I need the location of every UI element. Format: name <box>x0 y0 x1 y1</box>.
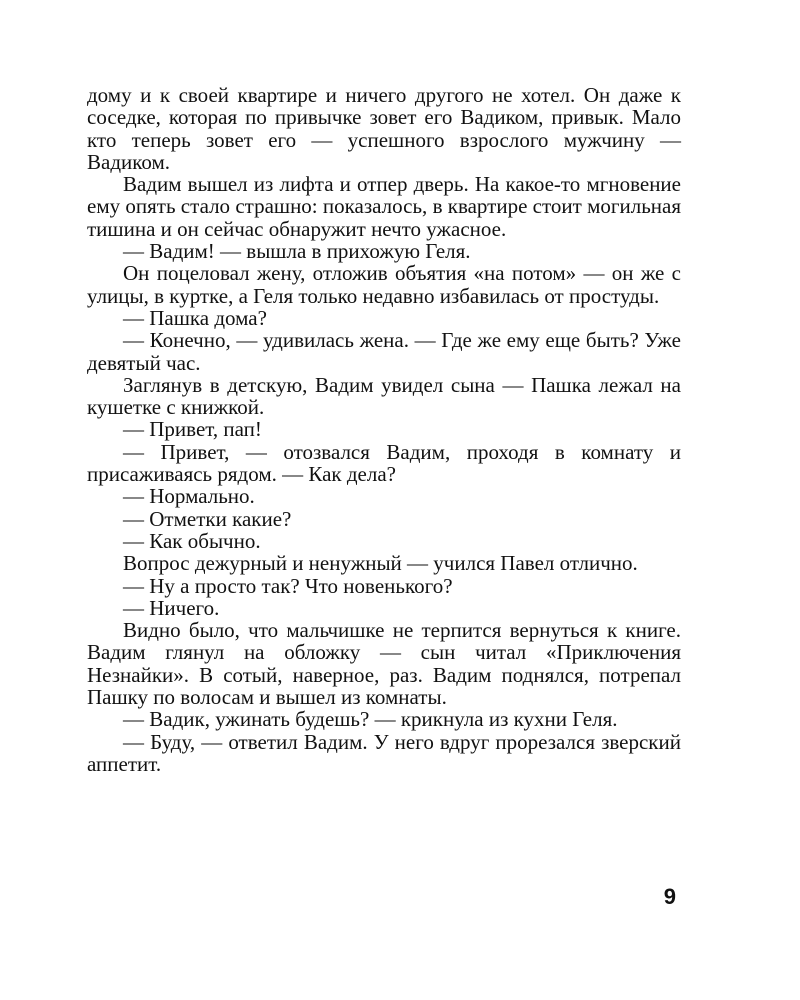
paragraph-5: — Пашка дома? <box>123 305 267 330</box>
paragraph-2: Вадим вышел из лифта и отпер дверь. На какое-то мгновение ему опять стало страшно: показалось, в квартире стоит могильная тишина и он сейчас обнаружит нечто ужасное. <box>87 172 681 241</box>
paragraph-4: Он поцеловал жену, отложив объятия «на потом» — он же с улицы, в куртке, а Геля только недавно избавилась от простуды. <box>87 261 681 308</box>
page-number: 9 <box>663 884 676 909</box>
paragraph-17: — Вадик, ужинать будешь? — крикнула из кухни Геля. <box>123 707 618 732</box>
paragraph-16: Видно было, что мальчишке не терпится вернуться к книге. Вадим глянул на обложку — сын читал «Приключения Незнайки». В сотый, наверное, раз. Вадим поднялся, потрепал Пашку по волосам и вышел из комнаты. <box>87 618 681 710</box>
paragraph-1: дому и к своей квартире и ничего другого не хотел. Он даже к соседке, которая по привычке зовет его Вадиком, привык. Мало кто теперь зовет его — успешного взрослого мужчину — Вадиком. <box>87 83 681 174</box>
paragraph-6: — Конечно, — удивилась жена. — Где же ему еще быть? Уже девятый час. <box>87 328 681 375</box>
paragraph-3: — Вадим! — вышла в прихожую Геля. <box>123 239 471 264</box>
paragraph-13: Вопрос дежурный и ненужный — учился Павел отлично. <box>123 551 638 576</box>
paragraph-10: — Нормально. <box>123 484 255 509</box>
paragraph-18: — Буду, — ответил Вадим. У него вдруг прорезался зверский аппетит. <box>87 729 681 776</box>
paragraph-11: — Отметки какие? <box>123 506 292 531</box>
paragraph-15: — Ничего. <box>123 595 220 620</box>
paragraph-12: — Как обычно. <box>123 528 261 553</box>
paragraph-8: — Привет, пап! <box>123 417 262 442</box>
paragraph-9: — Привет, — отозвался Вадим, проходя в комнату и присаживаясь рядом. — Как дела? <box>87 439 681 487</box>
paragraph-14: — Ну а просто так? Что новенького? <box>123 573 453 598</box>
body-text <box>87 84 681 775</box>
paragraph-7: Заглянув в детскую, Вадим увидел сына — Пашка лежал на кушетке с книжкой. <box>87 372 681 420</box>
